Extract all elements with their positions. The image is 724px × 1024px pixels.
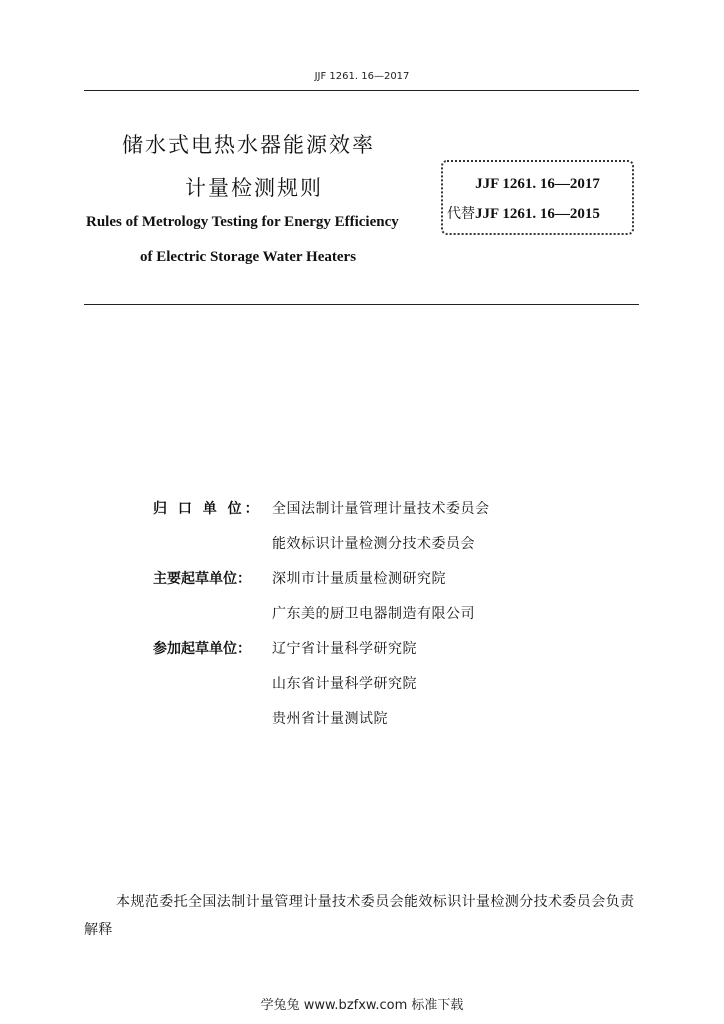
- participating-org-3: 贵州省计量测试院: [272, 711, 388, 727]
- title-zh-line2: 计量检测规则: [185, 176, 323, 200]
- participating-org-1: 辽宁省计量科学研究院: [272, 641, 417, 657]
- main-drafting-org-1: 深圳市计量质量检测研究院: [272, 571, 446, 587]
- responsible-org-2: 能效标识计量检测分技术委员会: [272, 536, 475, 552]
- main-drafting-org-2: 广东美的厨卫电器制造有限公司: [272, 606, 475, 622]
- main-drafting-label: 主要起草单位：: [153, 571, 251, 587]
- participating-label: 参加起草单位：: [153, 641, 251, 657]
- footer-watermark: 学兔兔 www.bzfxw.com 标准下载: [260, 998, 464, 1013]
- responsible-label: 归 口 单 位：: [153, 501, 259, 517]
- interpretation-note: 本规范委托全国法制计量管理计量技术委员会能效标识计量检测分技术委员会负责解释: [84, 894, 635, 938]
- title-en-line1: Rules of Metrology Testing for Energy Efficiency: [86, 214, 399, 230]
- replaced-standard: [447, 203, 600, 223]
- standard-code-box: [441, 160, 634, 235]
- title-en-line2: of Electric Storage Water Heaters: [140, 249, 357, 265]
- replace-prefix: 代替: [447, 206, 475, 222]
- replaced-standard-code: JJF 1261. 16—2015: [475, 206, 600, 222]
- title-zh-line1: 储水式电热水器能源效率: [122, 133, 375, 157]
- top-divider: [84, 90, 639, 91]
- current-standard-code: JJF 1261. 16—2017: [475, 176, 600, 192]
- middle-divider: [84, 304, 639, 305]
- document-code-header: JJF 1261. 16—2017: [314, 71, 410, 82]
- participating-org-2: 山东省计量科学研究院: [272, 676, 417, 692]
- responsible-org-1: 全国法制计量管理计量技术委员会: [272, 501, 490, 517]
